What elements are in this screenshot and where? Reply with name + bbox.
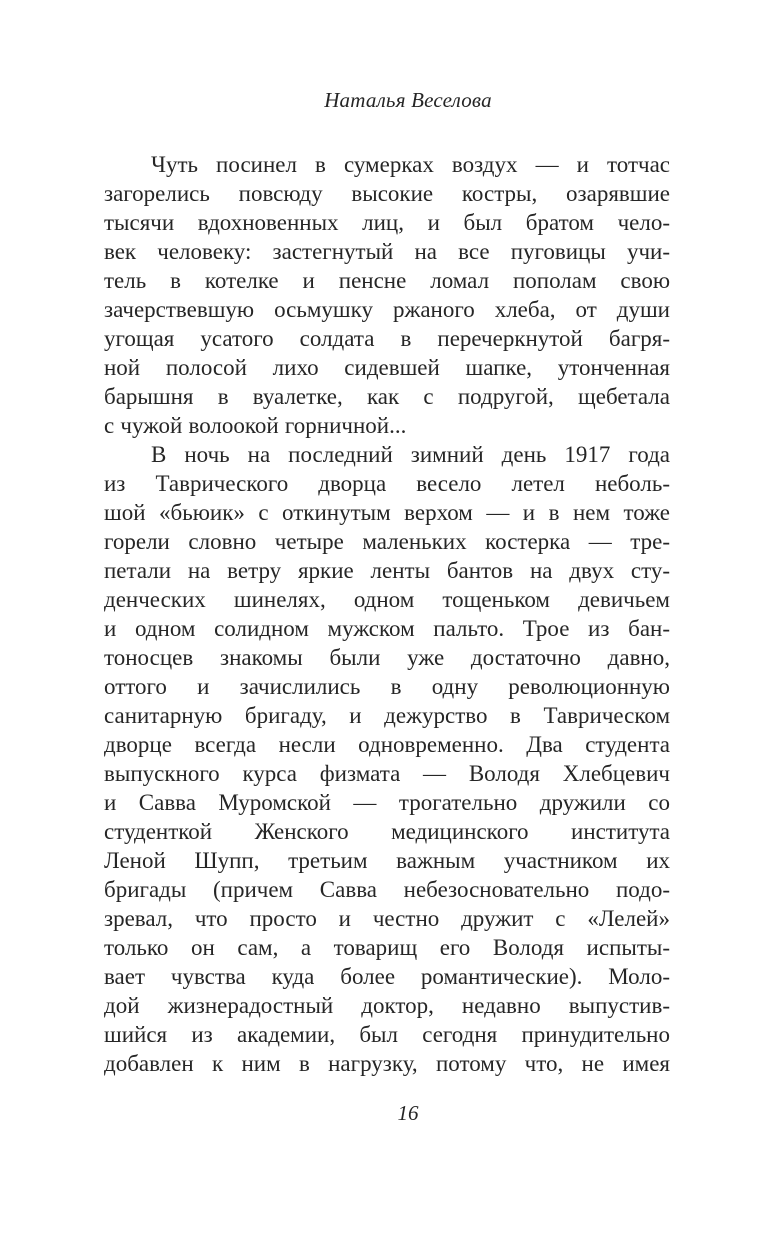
text-line: дой жизнерадостный доктор, недавно выпустив- [104, 993, 670, 1018]
text-line: денческих шинелях, одном тощеньком девичьем [104, 587, 670, 612]
running-head: Наталья Веселова [324, 88, 492, 112]
text-line: выпускного курса физмата — Володя Хлебцевич [104, 761, 670, 786]
text-line: шой «бьюик» с откинутым верхом — и в нем тоже [104, 500, 670, 525]
text-line: вает чувства куда более романтические). Моло- [104, 964, 670, 989]
text-line: дворце всегда несли одновременно. Два студента [104, 732, 670, 757]
text-block [104, 150, 670, 1078]
text-line: Леной Шупп, третьим важным участником их [104, 848, 670, 873]
text-line: только он сам, а товарищ его Володя испыты- [104, 935, 670, 960]
text-line: с чужой волоокой горничной... [104, 413, 407, 438]
text-line: и одном солидном мужском пальто. Трое из бан- [104, 616, 670, 641]
text-line: горели словно четыре маленьких костерка — тре- [104, 529, 670, 554]
text-line: загорелись повсюду высокие костры, озарявшие [104, 181, 670, 206]
text-line: В ночь на последний зимний день 1917 года [151, 442, 670, 467]
text-line: ной полосой лихо сидевшей шапке, утонченная [104, 355, 670, 380]
text-line: тысячи вдохновенных лиц, и был братом чело- [104, 210, 670, 235]
text-line: из Таврического дворца весело летел неболь- [104, 471, 670, 496]
text-line: тель в котелке и пенсне ломал пополам свою [104, 268, 670, 293]
text-line: зревал, что просто и честно дружит с «Лелей» [104, 906, 670, 931]
text-line: санитарную бригаду, и дежурство в Таврическом [104, 703, 670, 728]
page-number: 16 [397, 1101, 419, 1125]
text-line: барышня в вуалетке, как с подругой, щебетала [104, 384, 670, 409]
text-line: студенткой Женского медицинского института [104, 819, 670, 844]
text-line: петали на ветру яркие ленты бантов на двух сту- [104, 558, 670, 583]
text-line: Чуть посинел в сумерках воздух — и тотчас [151, 152, 670, 177]
text-line: зачерствевшую осьмушку ржаного хлеба, от души [104, 297, 670, 322]
text-line: оттого и зачислились в одну революционную [104, 674, 670, 699]
text-line: тоносцев знакомы были уже достаточно давно, [104, 645, 670, 670]
text-line: и Савва Муромской — трогательно дружили со [104, 790, 670, 815]
text-line: добавлен к ним в нагрузку, потому что, не имея [104, 1051, 670, 1076]
text-line: шийся из академии, был сегодня принудительно [104, 1022, 670, 1047]
text-line: угощая усатого солдата в перечеркнутой багря- [104, 326, 670, 351]
text-line: бригады (причем Савва небезосновательно подо- [104, 877, 670, 902]
text-line: век человеку: застегнутый на все пуговицы учи- [104, 239, 670, 264]
